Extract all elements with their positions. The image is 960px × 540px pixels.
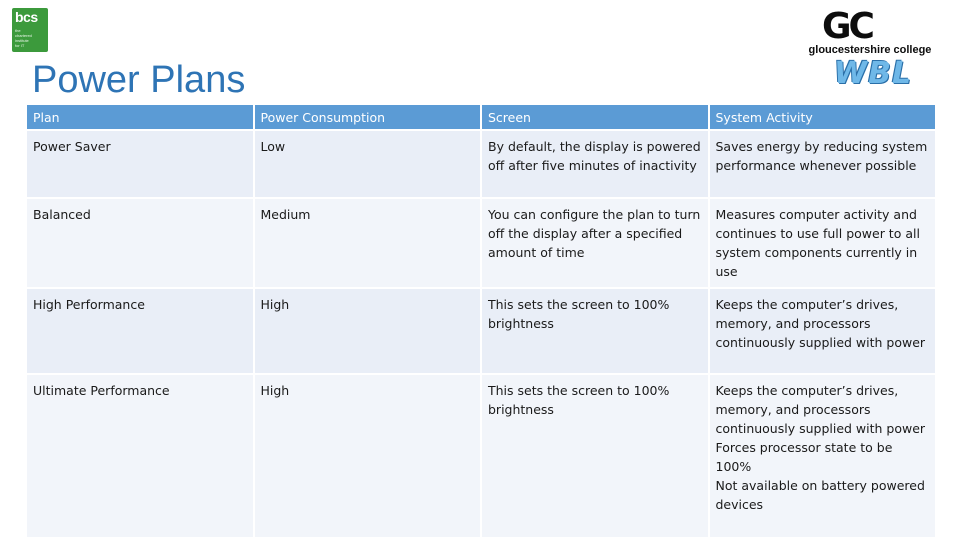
bcs-logo bbox=[12, 8, 48, 52]
cell-consumption: High bbox=[255, 375, 481, 537]
table-row bbox=[27, 131, 935, 197]
cell-consumption: High bbox=[255, 289, 481, 373]
activity-line: Not available on battery powered devices bbox=[715, 478, 925, 512]
gc-logo-mark: GC bbox=[822, 6, 872, 47]
table-row bbox=[27, 289, 935, 373]
table-row bbox=[27, 375, 935, 537]
cell-consumption: Medium bbox=[255, 199, 481, 287]
cell-consumption: Low bbox=[255, 131, 481, 197]
page-title: Power Plans bbox=[32, 59, 246, 101]
cell-activity bbox=[710, 199, 936, 287]
cell-activity bbox=[710, 375, 936, 537]
gc-logo-name: gloucestershire college bbox=[808, 44, 932, 56]
header-screen: Screen bbox=[482, 105, 708, 129]
cell-plan: Ultimate Performance bbox=[27, 375, 253, 537]
bcs-logo-subtext: the chartered institute for IT bbox=[15, 28, 32, 48]
cell-activity bbox=[710, 131, 936, 197]
activity-line: Measures computer activity and continues to use full power to all system components currently in use bbox=[715, 207, 920, 279]
wbl-logo: WBL bbox=[834, 56, 913, 91]
cell-plan: Power Saver bbox=[27, 131, 253, 197]
cell-activity bbox=[710, 289, 936, 373]
header-system-activity: System Activity bbox=[710, 105, 936, 129]
header-plan: Plan bbox=[27, 105, 253, 129]
cell-screen: You can configure the plan to turn off the display after a specified amount of time bbox=[482, 199, 708, 287]
power-plans-table bbox=[25, 103, 937, 539]
activity-line: Keeps the computer’s drives, memory, and processors continuously supplied with power bbox=[715, 297, 926, 350]
cell-screen: This sets the screen to 100% brightness bbox=[482, 375, 708, 537]
bcs-logo-text: bcs bbox=[15, 9, 38, 25]
activity-line: Forces processor state to be 100% bbox=[715, 440, 893, 474]
cell-plan: Balanced bbox=[27, 199, 253, 287]
activity-line: Saves energy by reducing system performance whenever possible bbox=[715, 139, 928, 173]
table-header-row bbox=[27, 105, 935, 129]
gloucestershire-college-logo bbox=[800, 6, 940, 92]
activity-line: Keeps the computer’s drives, memory, and processors continuously supplied with power bbox=[715, 383, 926, 436]
cell-plan: High Performance bbox=[27, 289, 253, 373]
header-power-consumption: Power Consumption bbox=[255, 105, 481, 129]
cell-screen: By default, the display is powered off after five minutes of inactivity bbox=[482, 131, 708, 197]
table-row bbox=[27, 199, 935, 287]
cell-screen: This sets the screen to 100% brightness bbox=[482, 289, 708, 373]
